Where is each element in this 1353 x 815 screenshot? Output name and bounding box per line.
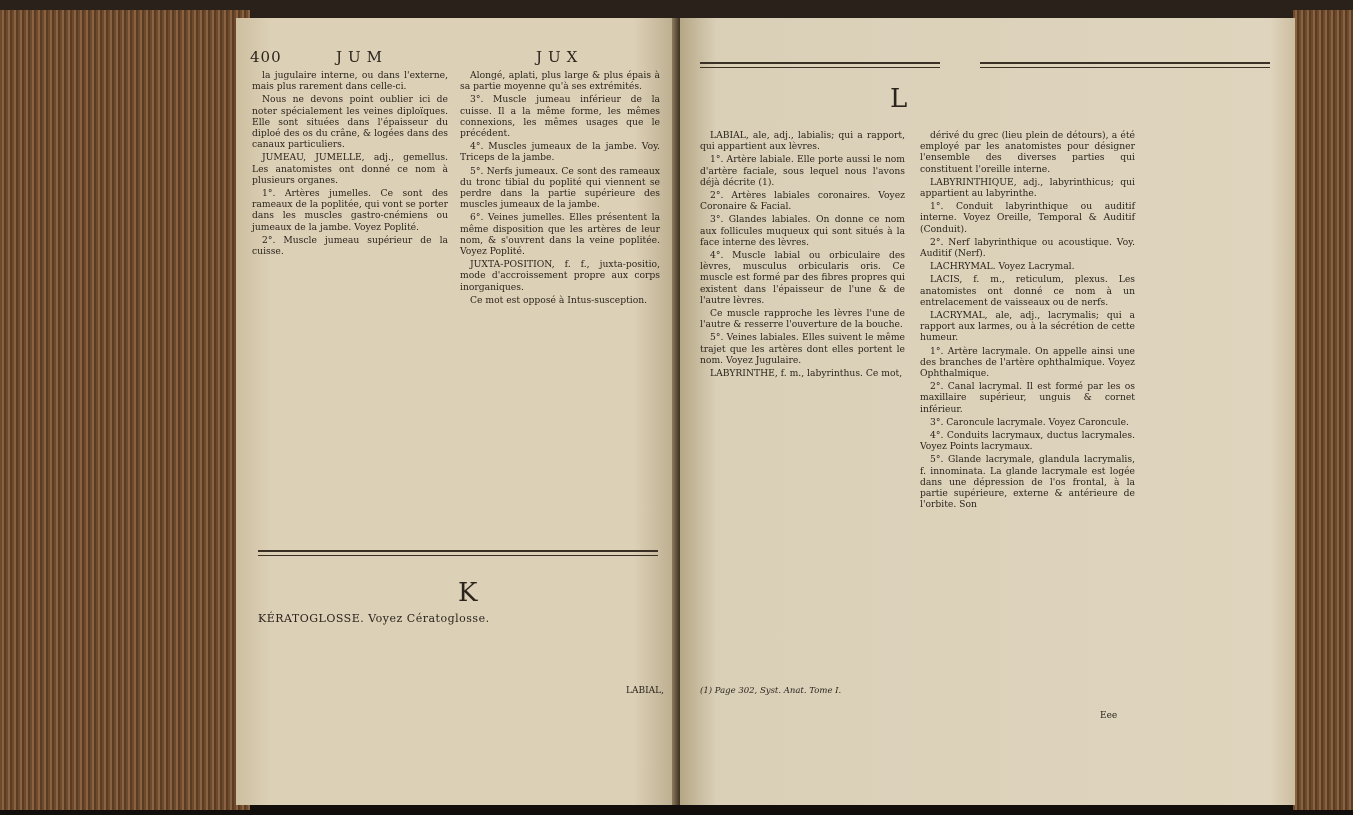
paragraph: 1°. Artère labiale. Elle porte aussi le nom d'artère faciale, sous lequel nous l'avons déjà décrite (1). — [700, 154, 905, 188]
paragraph: Alongé, aplati, plus large & plus épais à sa partie moyenne qu'à ses extrémités. — [460, 70, 660, 93]
paragraph: 2°. Muscle jumeau supérieur de la cuisse. — [252, 234, 448, 258]
left-col-2 — [460, 70, 660, 308]
signature-mark: Eee — [1100, 711, 1118, 721]
page-number: 400 — [250, 48, 282, 66]
paragraph: 3°. Glandes labiales. On donne ce nom aux follicules muqueux qui sont situés à la face interne des lèvres. — [700, 214, 905, 248]
header-rule-thin — [700, 67, 940, 68]
paragraph: LACIS, f. m., reticulum, plexus. Les anatomistes ont donné ce nom à un entrelacement de vaisseaux ou de nerfs. — [920, 274, 1135, 308]
header-rule-right-thin — [980, 67, 1270, 68]
paragraph: LABYRINTHIQUE, adj., labyrinthicus; qui appartient au labyrinthe. — [920, 176, 1135, 200]
left-col-1 — [252, 70, 448, 259]
paragraph: JUMEAU, JUMELLE, adj., gemellus. Les anatomistes ont donné ce nom à plusieurs organes. — [252, 152, 448, 186]
paragraph: Nous ne devons point oublier ici de noter spécialement les veines diploïques. Elle sont situées dans l'épaisseur du diploé des os du crâne, & logées dans des canaux particuliers. — [252, 94, 448, 151]
paragraph: Ce mot est opposé à Intus-susception. — [470, 294, 648, 306]
page-edges-left — [0, 10, 250, 810]
paragraph: 5°. Nerfs jumeaux. Ce sont des rameaux du tronc tibial du poplité qui viennent se perdre dans la partie supérieure des muscles jumeaux de la jambe. — [460, 165, 660, 211]
paragraph: 2°. Artères labiales coronaires. Voyez Coronaire & Facial. — [700, 190, 905, 213]
paragraph: 2°. Nerf labyrinthique ou acoustique. Voy. Auditif (Nerf). — [920, 236, 1135, 260]
right-page — [680, 18, 1295, 805]
paragraph: LABYRINTHE, f. m., labyrinthus. Ce mot, — [710, 368, 903, 380]
paragraph: Ce muscle rapproche les lèvres l'une de l'autre & resserre l'ouverture de la bouche. — [700, 308, 905, 331]
paragraph: 1°. Artère lacrymale. On appelle ainsi une des branches de l'artère ophthalmique. Voyez Ophthalmique. — [920, 345, 1135, 380]
paragraph: LACHRYMAL. Voyez Lacrymal. — [930, 261, 1075, 273]
paragraph: 5°. Veines labiales. Elles suivent le même trajet que les artères dont elles portent le nom. Voyez Jugulaire. — [700, 332, 905, 366]
footnote: (1) Page 302, Syst. Anat. Tome I. — [700, 686, 842, 696]
paragraph: 5°. Glande lacrymale, glandula lacrymalis, f. innominata. La glande lacrymale est logée dans une dépression de l'os frontal, à la partie supérieure, externe & antérieure de l'orbite. Son — [920, 454, 1135, 511]
paragraph: 1°. Artères jumelles. Ce sont des rameaux de la poplitée, qui vont se porter dans les muscles gastro-cnémiens ou jumeaux de la jambe. Voyez Poplité. — [252, 188, 448, 233]
paragraph: la jugulaire interne, ou dans l'externe, mais plus rarement dans celle-ci. — [252, 70, 448, 93]
header-rule-right — [980, 62, 1270, 64]
paragraph: 3°. Caroncule lacrymale. Voyez Caroncule. — [930, 416, 1129, 428]
section-rule-thin — [258, 555, 658, 556]
paragraph: LACRYMAL, ale, adj., lacrymalis; qui a rapport aux larmes, ou à la sécrétion de cette humeur. — [920, 310, 1135, 344]
header-left: JUM — [336, 48, 389, 66]
section-letter-k: K — [458, 578, 478, 608]
paragraph: 4°. Conduits lacrymaux, ductus lacrymales. Voyez Points lacrymaux. — [920, 430, 1135, 453]
paragraph: dérivé du grec (lieu plein de détours), a été employé par les anatomistes pour désigner l'ensemble des diverses parties qui constituent l'oreille interne. — [920, 130, 1135, 175]
section-rule — [258, 550, 658, 552]
paragraph: 1°. Conduit labyrinthique ou auditif interne. Voyez Oreille, Temporal & Auditif (Conduit). — [920, 201, 1135, 235]
keratoglosse-entry: KÉRATOGLOSSE. Voyez Cératoglosse. — [258, 612, 490, 625]
header-rule — [700, 62, 940, 64]
left-page — [236, 18, 678, 805]
paragraph: 4°. Muscle labial ou orbiculaire des lèvres, musculus orbicularis oris. Ce muscle est formé par des fibres propres qui existent dans l'épaisseur de l'une & de l'autre lèvres. — [700, 250, 905, 306]
paragraph: 6°. Veines jumelles. Elles présentent la même disposition que les artères de leur nom, & s'ouvrent dans la veine poplitée. Voyez Poplité. — [460, 212, 660, 258]
header-right: JUX — [536, 48, 584, 66]
paragraph: 2°. Canal lacrymal. Il est formé par les os maxillaire supérieur, unguis & cornet inférieur. — [920, 381, 1135, 415]
paragraph: 4°. Muscles jumeaux de la jambe. Voy. Triceps de la jambe. — [460, 141, 660, 164]
paragraph: 3°. Muscle jumeau inférieur de la cuisse. Il a la même forme, les mêmes connexions, les mêmes usages que le précédent. — [460, 94, 660, 140]
right-col-1 — [700, 130, 905, 381]
catchword: LABIAL, — [626, 686, 664, 696]
section-letter-l: L — [890, 84, 908, 114]
page-edges-right — [1293, 10, 1353, 810]
right-col-2 — [920, 130, 1135, 513]
paragraph: LABIAL, ale, adj., labialis; qui a rapport, qui appartient aux lèvres. — [700, 130, 905, 153]
paragraph: JUXTA-POSITION, f. f., juxta-positio, mode d'accroissement propre aux corps inorganiques. — [460, 259, 660, 293]
